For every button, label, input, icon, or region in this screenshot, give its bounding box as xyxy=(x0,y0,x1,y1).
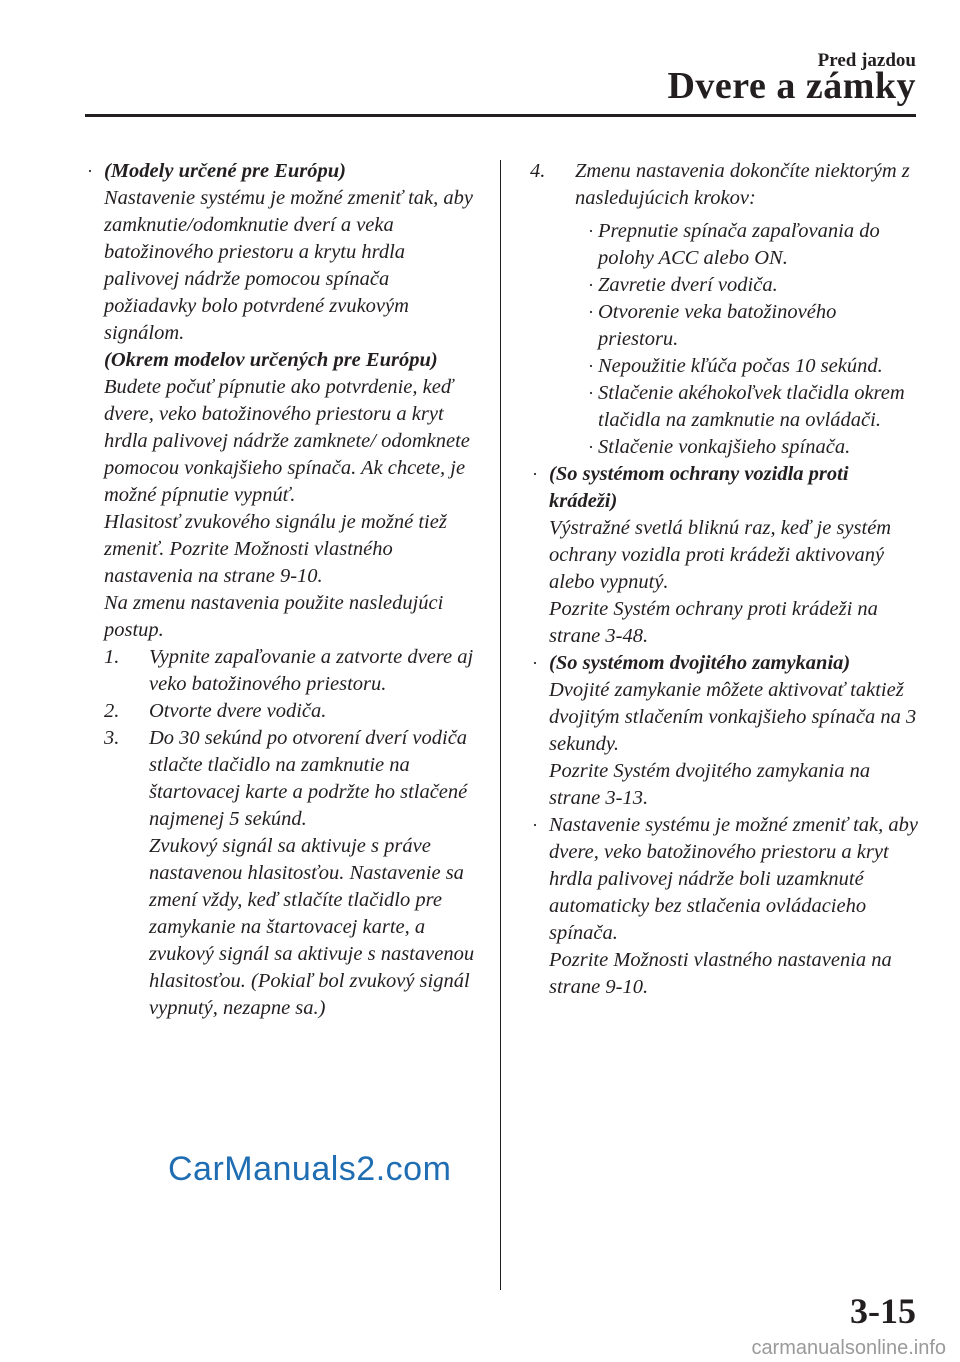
step-text: Otvorte dvere vodiča. xyxy=(149,700,327,722)
option-text: Prepnutie spínača zapaľovania do polohy ACC alebo ON. xyxy=(598,220,880,269)
antitheft-text: Výstražné svetlá bliknú raz, keď je systém ochrany vozidla proti krádeži aktivovaný alebo vypnutý. xyxy=(549,517,892,593)
bullet-icon: · xyxy=(532,464,538,484)
bullet-icon: · xyxy=(588,275,594,295)
autolock-reference: Pozrite Možnosti vlastného nastavenia na strane 9-10. xyxy=(549,949,892,998)
volume-text: Hlasitosť zvukového signálu je možné tiež zmeniť. Pozrite Možnosti vlastného nastavenia na strane 9-10. xyxy=(104,511,447,587)
step-item xyxy=(104,698,480,725)
europe-text: Nastavenie systému je možné zmeniť tak, aby zamknutie/odomknutie dverí a veka batožinového priestoru a krytu hrdla palivovej nádrže pomocou spínača požiadavky bolo potvrdené zvukovým signálom. xyxy=(104,187,473,344)
option-item xyxy=(530,380,920,434)
step-note: Zvukový signál sa aktivuje s práve nastavenou hlasitosťou. Nastavenie sa zmení vždy, keď stlačíte tlačidlo pre zamykanie na štartovacej karte, a zvukový signál sa aktivuje s nastavenou hlasitosťou. (Pokiaľ bol zvukový signál vypnutý, nezapne sa.) xyxy=(149,835,475,1019)
antitheft-section xyxy=(530,461,920,650)
option-text: Stlačenie vonkajšieho spínača. xyxy=(598,436,851,458)
non-europe-heading: (Okrem modelov určených pre Európu) xyxy=(104,349,438,371)
bullet-icon: · xyxy=(588,302,594,322)
left-column xyxy=(85,158,480,1022)
right-column xyxy=(530,158,920,1001)
step-number: 2. xyxy=(104,700,120,722)
option-item xyxy=(530,218,920,272)
step-number: 3. xyxy=(104,727,120,749)
bullet-icon: · xyxy=(87,161,93,181)
step-number: 1. xyxy=(104,646,120,668)
header-divider xyxy=(85,114,916,117)
bullet-icon: · xyxy=(588,383,594,403)
bullet-icon: · xyxy=(588,356,594,376)
europe-section xyxy=(85,158,480,1022)
option-item xyxy=(530,299,920,353)
option-item xyxy=(530,272,920,299)
step-text: Zmenu nastavenia dokončíte niektorým z nasledujúcich krokov: xyxy=(575,160,910,209)
option-text: Nepoužitie kľúča počas 10 sekúnd. xyxy=(598,355,883,377)
step-item xyxy=(530,158,920,212)
europe-heading: (Modely určené pre Európu) xyxy=(104,160,347,182)
autolock-text: Nastavenie systému je možné zmeniť tak, aby dvere, veko batožinového priestoru a kryt hrdla palivovej nádrže boli uzamknuté automaticky bez stlačenia ovládacieho spínača. xyxy=(549,814,918,944)
step-text: Do 30 sekúnd po otvorení dverí vodiča stlačte tlačidlo na zamknutie na štartovacej karte a podržte ho stlačené najmenej 5 sekúnd. xyxy=(149,727,468,830)
step-item xyxy=(104,725,480,1022)
section-title: Pred jazdou xyxy=(817,50,916,71)
step-number: 4. xyxy=(530,160,546,182)
site-watermark: CarManuals2.com xyxy=(168,1150,452,1188)
option-item xyxy=(530,434,920,461)
autolock-section xyxy=(530,812,920,1001)
procedure-intro: Na zmenu nastavenia použite nasledujúci postup. xyxy=(104,592,444,641)
deadlock-reference: Pozrite Systém dvojitého zamykania na strane 3-13. xyxy=(549,760,871,809)
step-item xyxy=(104,644,480,698)
antitheft-heading: (So systémom ochrany vozidla proti krádeži) xyxy=(549,463,849,512)
deadlock-section xyxy=(530,650,920,812)
antitheft-reference: Pozrite Systém ochrany proti krádeži na strane 3-48. xyxy=(549,598,878,647)
step-text: Vypnite zapaľovanie a zatvorte dvere aj veko batožinového priestoru. xyxy=(149,646,474,695)
column-divider xyxy=(500,160,501,1290)
bullet-icon: · xyxy=(588,221,594,241)
option-text: Zavretie dverí vodiča. xyxy=(598,274,778,296)
bullet-icon: · xyxy=(532,815,538,835)
option-text: Otvorenie veka batožinového priestoru. xyxy=(598,301,837,350)
option-item xyxy=(530,353,920,380)
bullet-icon: · xyxy=(588,437,594,457)
bullet-icon: · xyxy=(532,653,538,673)
deadlock-text: Dvojité zamykanie môžete aktivovať taktiež dvojitým stlačením vonkajšieho spínača na 3 sekundy. xyxy=(549,679,917,755)
non-europe-text: Budete počuť pípnutie ako potvrdenie, keď dvere, veko batožinového priestoru a kryt hrdla palivovej nádrže zamknete/ odomknete pomocou vonkajšieho spínača. Ak chcete, je možné pípnutie vypnúť. xyxy=(104,376,470,506)
deadlock-heading: (So systémom dvojitého zamykania) xyxy=(549,652,851,674)
page-title: Dvere a zámky xyxy=(667,65,916,107)
footer-watermark: carmanualsonline.info xyxy=(751,1337,946,1359)
page-number: 3-15 xyxy=(850,1291,916,1331)
option-text: Stlačenie akéhokoľvek tlačidla okrem tlačidla na zamknutie na ovládači. xyxy=(598,382,905,431)
